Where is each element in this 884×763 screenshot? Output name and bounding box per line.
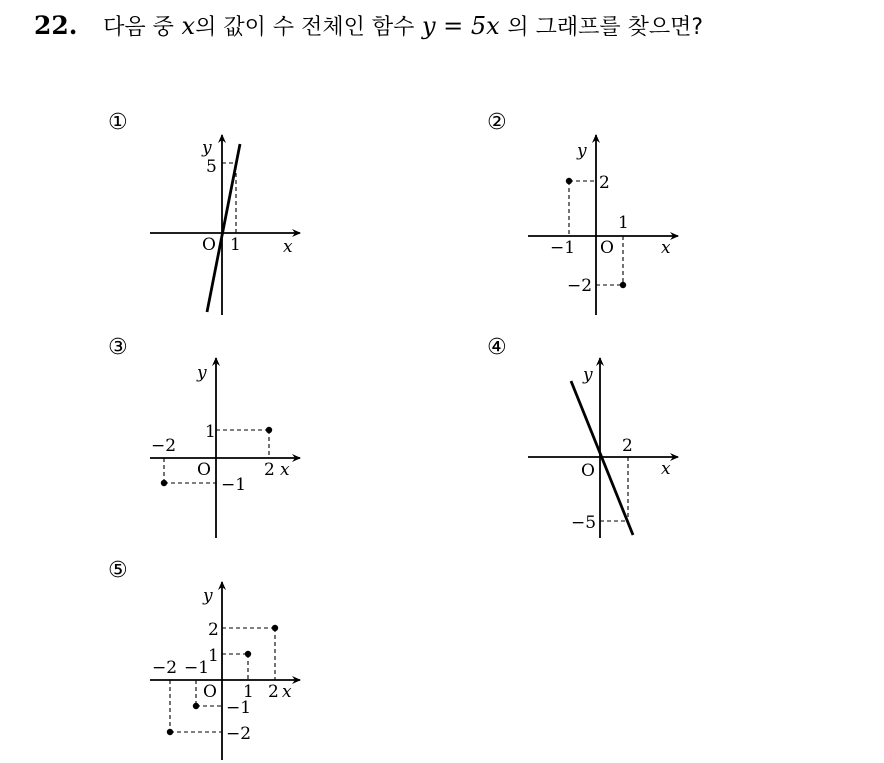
graph-4-tick-2: 2 bbox=[622, 436, 633, 456]
graph-3-point-2 bbox=[161, 480, 167, 486]
graph-5-tick-2x: 2 bbox=[268, 682, 279, 702]
graph-2-x-label: x bbox=[661, 238, 671, 258]
graph-3-origin: O bbox=[197, 460, 211, 480]
graph-2-tick-1: 1 bbox=[618, 213, 629, 233]
choice-3-label[interactable]: ③ bbox=[108, 335, 128, 360]
graph-2-tick-neg1: −1 bbox=[550, 238, 576, 258]
graph-3-tick-neg1: −1 bbox=[221, 475, 247, 495]
choice-4-label[interactable]: ④ bbox=[487, 335, 507, 360]
graph-1-x-label: x bbox=[283, 237, 293, 257]
question-var-x: x bbox=[181, 12, 196, 40]
graph-2-point-2 bbox=[620, 282, 626, 288]
graph-5-point-3 bbox=[193, 703, 199, 709]
graph-5-x-label: x bbox=[282, 682, 292, 702]
graph-3-tick-2: 2 bbox=[264, 460, 275, 480]
graph-5-origin: O bbox=[203, 682, 217, 702]
graph-5-point-1 bbox=[272, 625, 278, 631]
graph-5-tick-neg1y: −1 bbox=[226, 698, 252, 718]
graph-4-origin: O bbox=[581, 461, 595, 481]
graph-4-tick-neg5: −5 bbox=[571, 513, 597, 533]
graph-1 bbox=[150, 135, 300, 315]
choice-5-label[interactable]: ⑤ bbox=[108, 558, 128, 583]
question-number: 22. bbox=[34, 11, 78, 40]
graph-5-tick-neg2y: −2 bbox=[226, 724, 252, 744]
graph-3-y-label: y bbox=[197, 363, 207, 383]
graph-2-tick-neg2: −2 bbox=[567, 276, 593, 296]
graph-2 bbox=[528, 135, 678, 315]
question-text-before: 다음 중 bbox=[103, 15, 174, 40]
graph-4-x-label: x bbox=[661, 459, 671, 479]
question-equation: y = 5x bbox=[421, 12, 500, 40]
question-text-after: 의 그래프를 찾으면? bbox=[507, 15, 704, 40]
graph-5-tick-2y: 2 bbox=[208, 620, 219, 640]
graph-1-y-label: y bbox=[202, 138, 212, 158]
graph-2-origin: O bbox=[600, 238, 614, 258]
graph-3-tick-neg2: −2 bbox=[151, 436, 177, 456]
graph-4 bbox=[528, 358, 678, 538]
graph-5-tick-neg1x: −1 bbox=[184, 658, 210, 678]
graph-3-tick-1: 1 bbox=[205, 422, 216, 442]
graph-1-tick-5: 5 bbox=[206, 157, 217, 177]
graph-2-point-1 bbox=[566, 178, 572, 184]
graph-2-y-label: y bbox=[577, 141, 587, 161]
graph-5-point-4 bbox=[167, 729, 173, 735]
graph-5-tick-neg2x: −2 bbox=[152, 658, 178, 678]
graph-3-point-1 bbox=[266, 427, 272, 433]
question-text-mid: 의 값이 수 전체인 함수 bbox=[195, 15, 415, 40]
choice-2-label[interactable]: ② bbox=[487, 110, 507, 135]
graph-1-tick-1: 1 bbox=[230, 235, 241, 255]
graph-3 bbox=[150, 358, 300, 538]
graph-5-tick-1x: 1 bbox=[243, 682, 254, 702]
graph-4-y-label: y bbox=[583, 365, 593, 385]
graph-1-origin: O bbox=[202, 235, 216, 255]
graph-2-tick-2: 2 bbox=[599, 173, 610, 193]
graph-5-point-2 bbox=[245, 651, 251, 657]
choice-1-label[interactable]: ① bbox=[108, 110, 128, 135]
graph-3-x-label: x bbox=[280, 460, 290, 480]
graph-5 bbox=[150, 582, 300, 760]
graph-4-line bbox=[571, 381, 633, 535]
graph-5-tick-1y: 1 bbox=[208, 646, 219, 666]
graph-5-y-label: y bbox=[203, 586, 213, 606]
